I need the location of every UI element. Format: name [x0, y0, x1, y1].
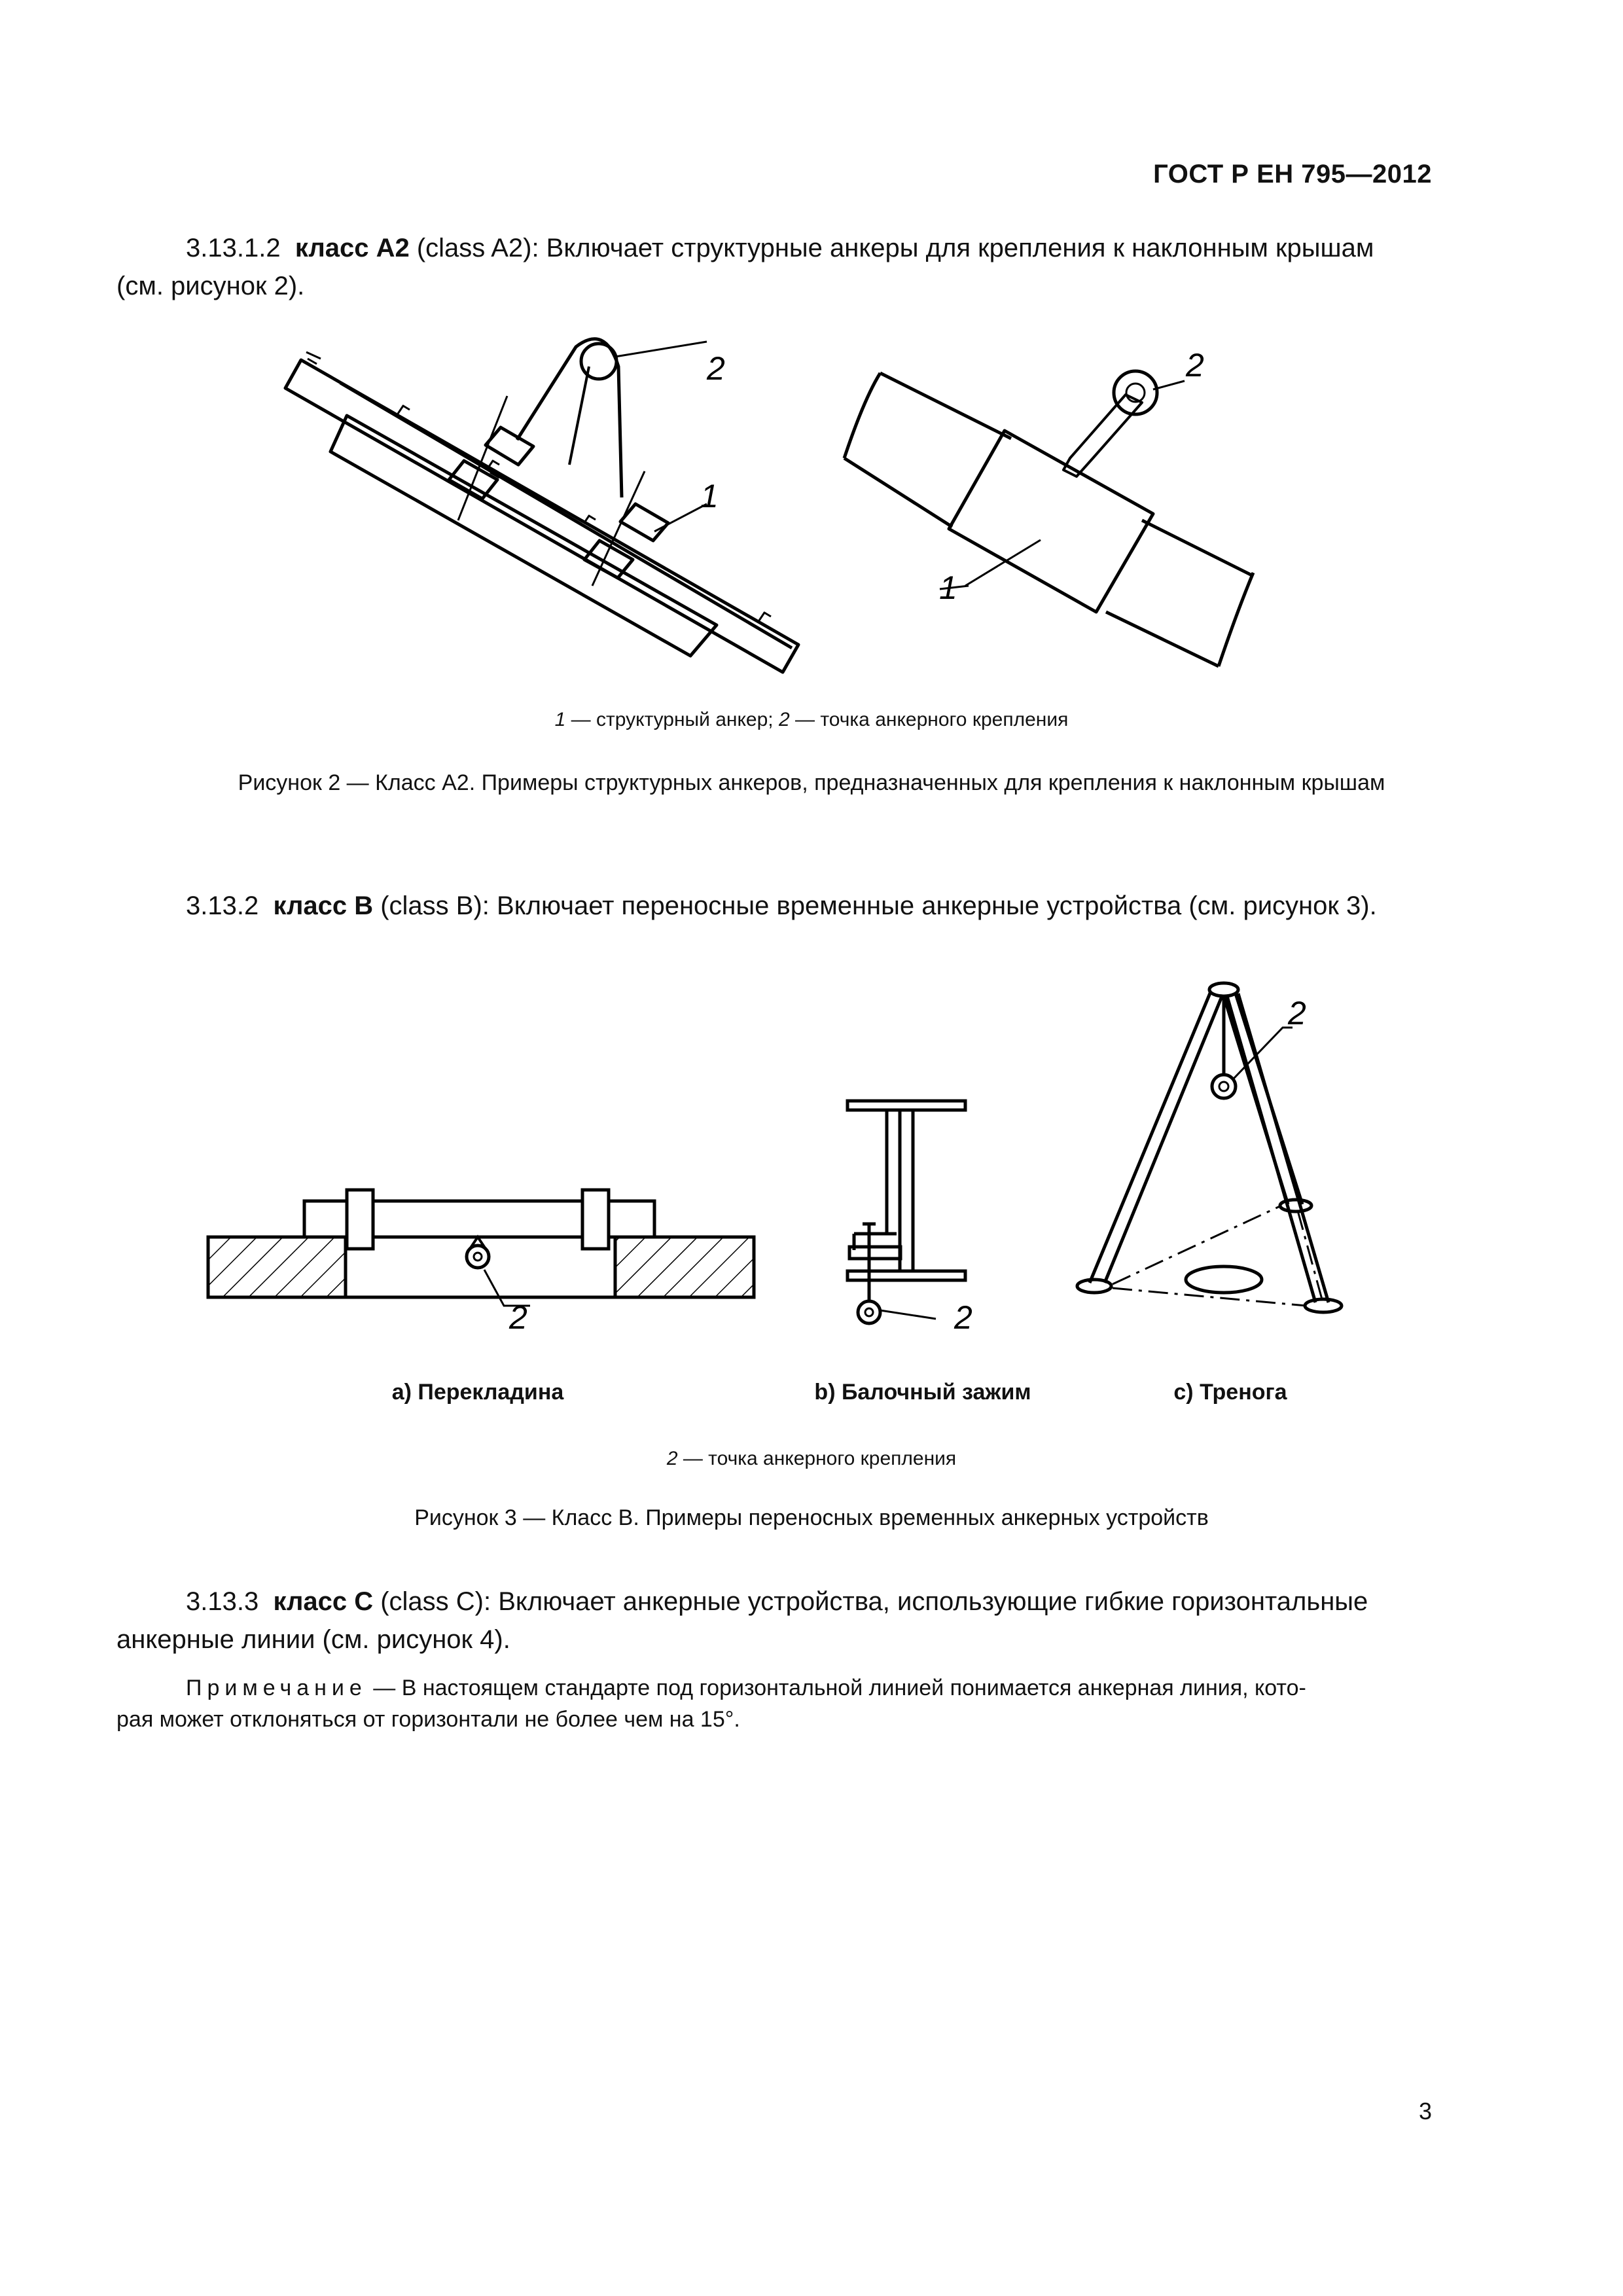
clause-number: 3.13.2	[186, 891, 259, 920]
clause-text: (class B): Включает переносные временные анкерные устройства (см. рисунок 3).	[373, 891, 1377, 920]
page-number: 3	[1418, 2098, 1432, 2125]
figure-3-drawing	[0, 949, 1623, 1374]
sloped-roof-anchor-illustration	[285, 339, 798, 672]
figure-2-legend: 1 — структурный анкер; 2 — точка анкерного крепления	[554, 709, 1069, 730]
figure-2-drawing	[0, 0, 1623, 720]
pipe-clamp-anchor-illustration	[844, 371, 1253, 666]
clause-text-line2: анкерные линии (см. рисунок 4).	[116, 1625, 510, 1654]
clause-number: 3.13.3	[186, 1587, 259, 1616]
subcaption-beam-clamp: b) Балочный зажим	[814, 1380, 1031, 1405]
clause-text-line1: (class C): Включает анкерные устройства, использующие гибкие горизонтальные	[373, 1587, 1368, 1616]
fig3a-label-2: 2	[509, 1299, 527, 1336]
fig2-label-1-right: 1	[939, 569, 957, 606]
note-label: Примечание	[186, 1676, 367, 1700]
note-text-line2: рая может отклоняться от горизонтали не более чем на 15°.	[116, 1707, 740, 1732]
figure-2-caption: Рисунок 2 — Класс А2. Примеры структурных анкеров, предназначенных для крепления к наклонным крышам	[238, 770, 1385, 795]
document-code: ГОСТ Р ЕН 795—2012	[1153, 160, 1432, 188]
fig2-label-1-left: 1	[700, 478, 719, 514]
clause-number: 3.13.1.2	[186, 234, 281, 262]
beam-clamp-illustration	[847, 1101, 965, 1323]
figure-3-legend: 2 — точка анкерного крепления	[666, 1448, 957, 1469]
note-text-line1: — В настоящем стандарте под горизонтальной линией понимается анкерная линия, кото-	[366, 1676, 1306, 1700]
clause-text-line1: (class A2): Включает структурные анкеры для крепления к наклонным крышам	[409, 234, 1374, 262]
subcaption-crossbar: а) Перекладина	[391, 1380, 564, 1405]
fig3c-label-2: 2	[1288, 995, 1306, 1031]
clause-term: класс А2	[294, 234, 410, 262]
tripod-illustration	[1077, 983, 1342, 1312]
fig2-label-2-right: 2	[1186, 347, 1204, 384]
clause-term: класс С	[273, 1587, 374, 1616]
crossbar-illustration	[208, 1190, 754, 1306]
figure-3-caption: Рисунок 3 — Класс В. Примеры переносных временных анкерных устройств	[414, 1505, 1209, 1530]
clause-text-line2: (см. рисунок 2).	[116, 272, 305, 300]
paragraph-class-c	[116, 1583, 1440, 1659]
paragraph-class-b	[116, 887, 1440, 925]
clause-term: класс В	[273, 891, 374, 920]
fig2-label-2-left: 2	[707, 350, 725, 387]
fig3b-label-2: 2	[954, 1299, 972, 1336]
note-block	[116, 1672, 1440, 1735]
subcaption-tripod: с) Тренога	[1173, 1380, 1287, 1405]
